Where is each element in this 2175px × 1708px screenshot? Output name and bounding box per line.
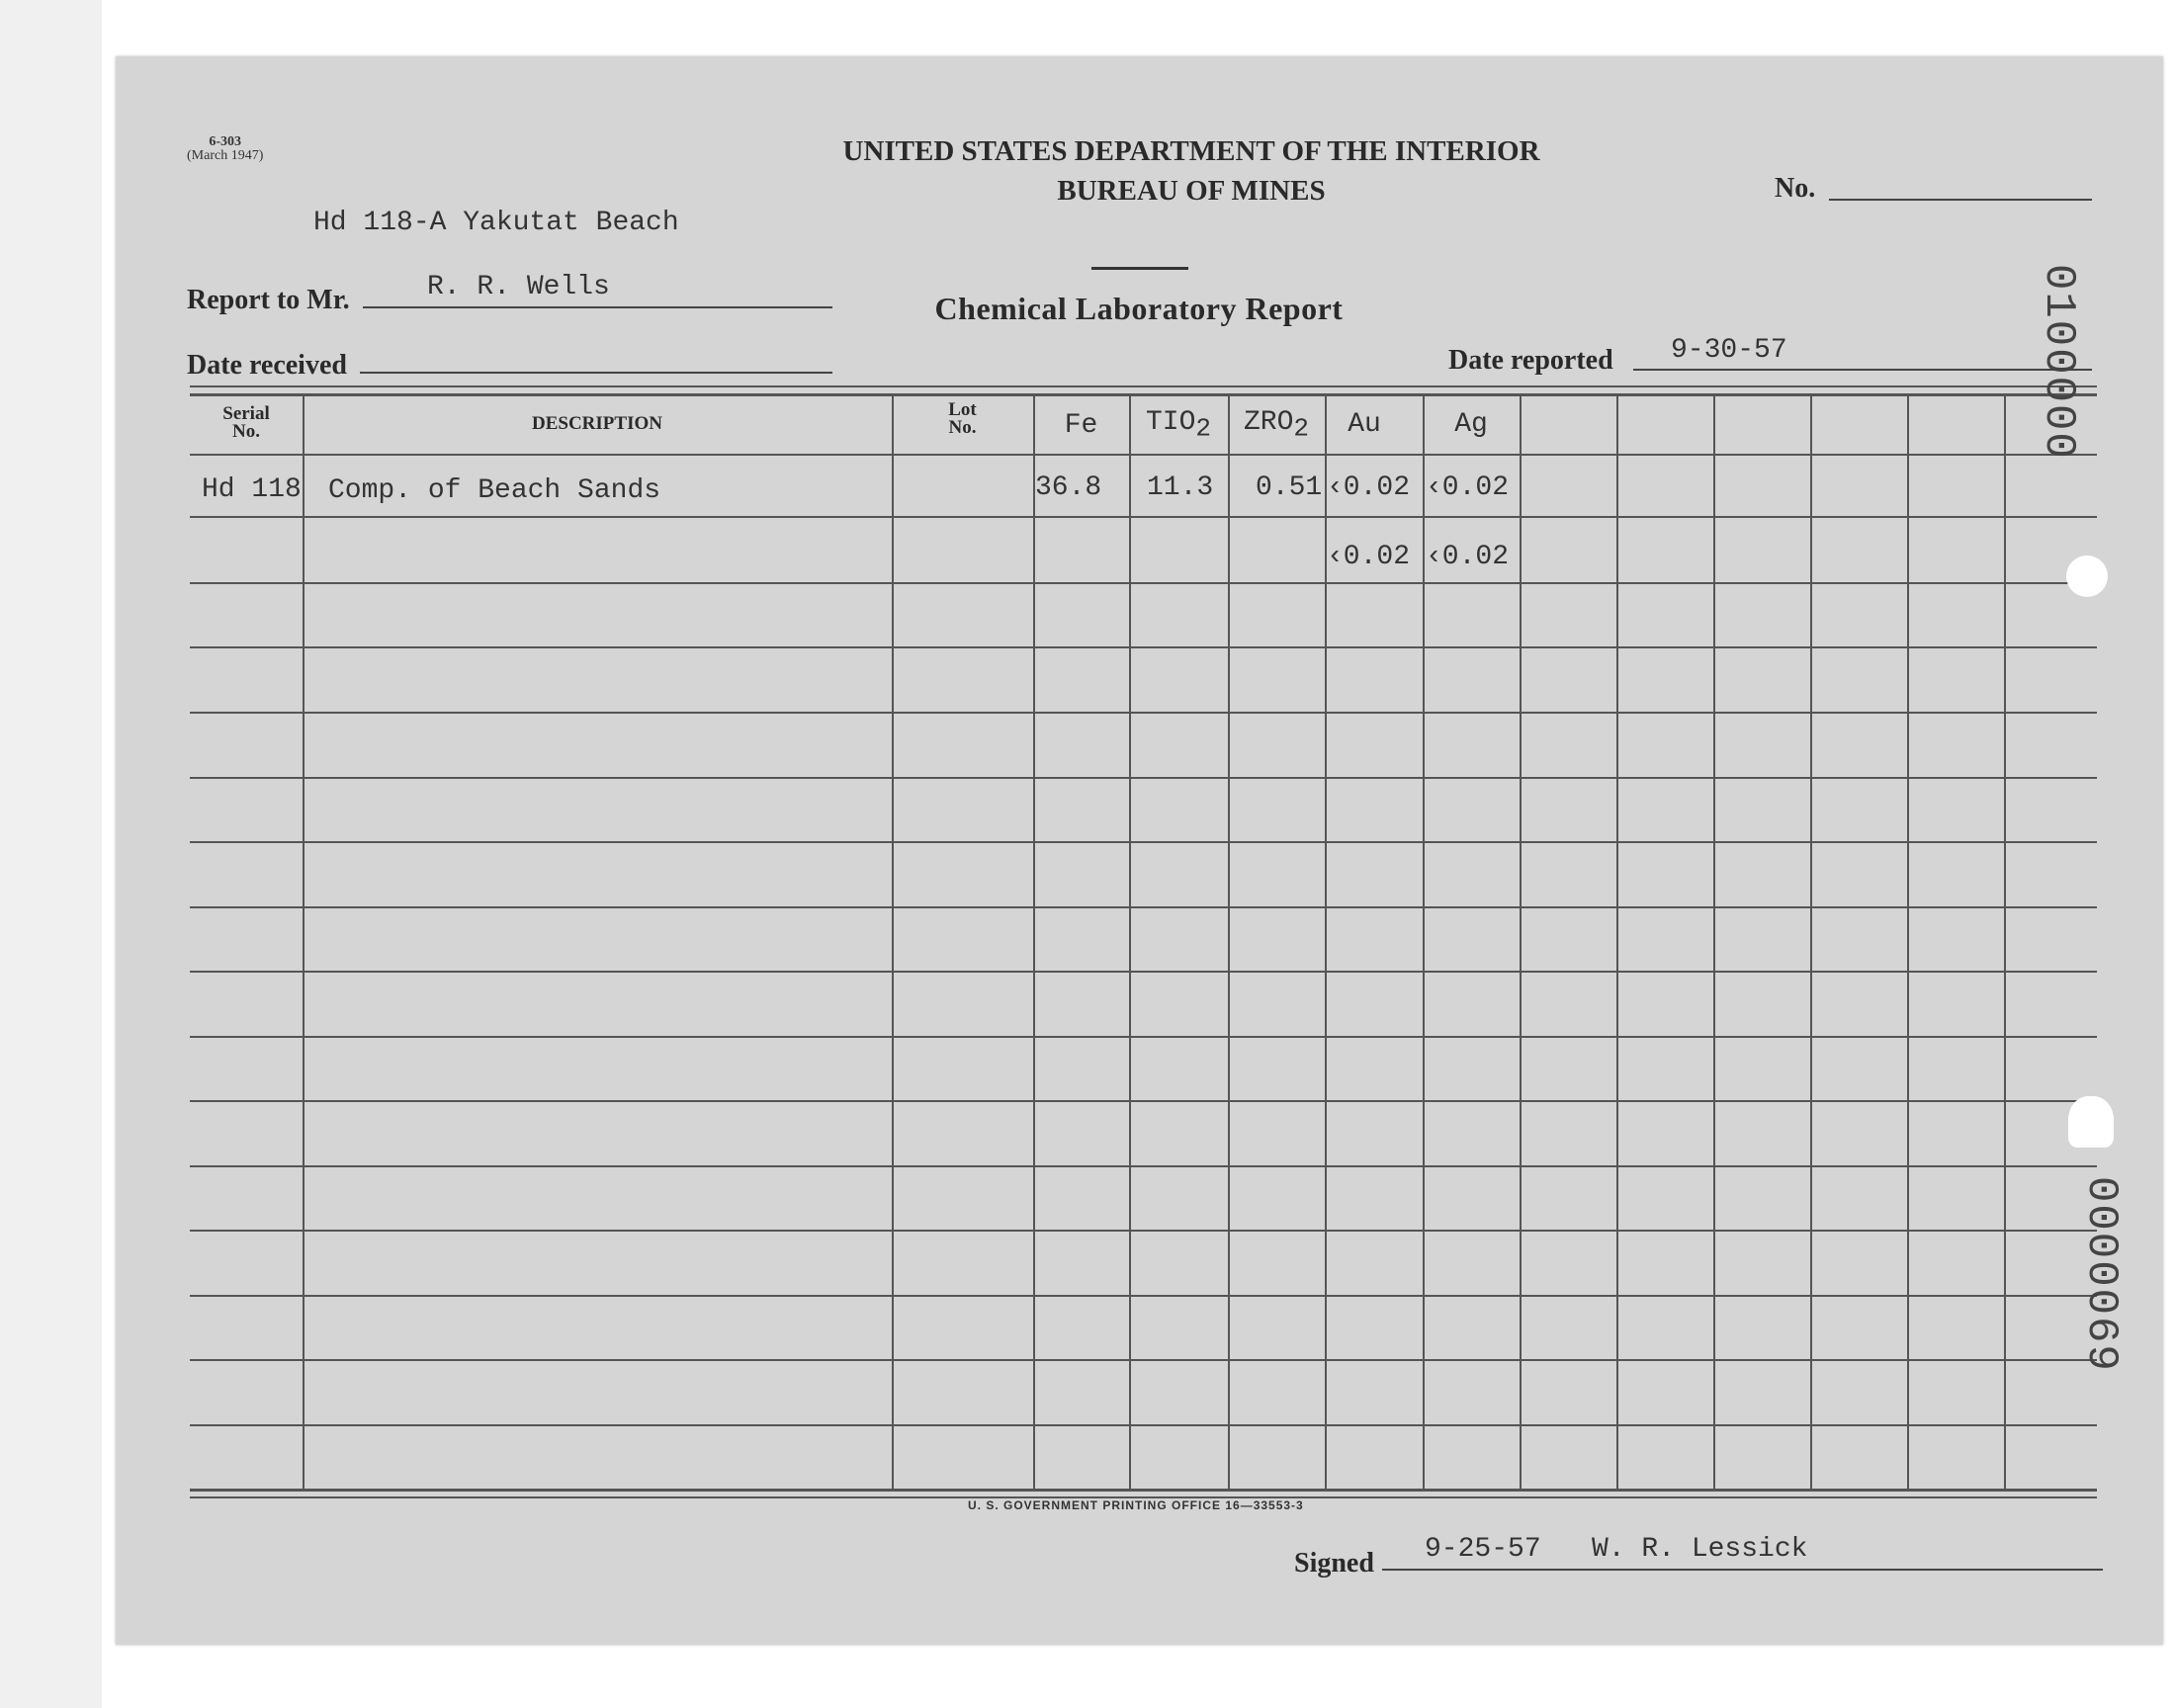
bureau-name: BUREAU OF MINES [1057,175,1326,207]
report-number-line [1829,199,2092,201]
row1-tio2: 11.3 [1147,472,1214,503]
au-header: Au [1348,409,1381,440]
stamp-number-top: 0100000 [2034,264,2083,461]
stamp-number-bottom: 0000069 [2076,1176,2126,1373]
row1-serial: Hd 118 [202,474,302,505]
date-received-line [360,372,832,374]
zro2-header: $ZRO_2$ [1243,407,1310,444]
row1-zro2: 0.51 [1256,472,1323,503]
lot-header: Lot No. [948,399,977,438]
form-code [187,135,263,163]
date-reported-line [1633,369,2092,371]
row1-fe: 36.8 [1035,472,1102,503]
description-header: DESCRIPTION [532,413,662,434]
report-form [116,56,2163,1645]
row1-description: Comp. of Beach Sands [328,475,661,506]
report-to-label: Report to Mr. [187,285,350,315]
date-reported-label: Date reported [1448,345,1613,376]
ag-header: Ag [1454,409,1488,440]
signature-line [1382,1569,2103,1571]
punch-hole-torn [2068,1096,2114,1148]
row1-ag: ‹0.02 [1426,472,1510,503]
report-to-name: R. R. Wells [427,272,610,302]
printer-imprint: U. S. GOVERNMENT PRINTING OFFICE 16—33553-3 [968,1498,1304,1512]
date-reported-value: 9-30-57 [1671,335,1787,366]
title-rule [1091,267,1188,270]
fe-header: Fe [1064,410,1098,441]
row2-ag: ‹0.02 [1426,542,1510,572]
header-note: Hd 118-A Yakutat Beach [313,208,679,238]
row1-au: ‹0.02 [1327,472,1411,503]
serial-header: Serial No. [222,403,270,442]
date-received-label: Date received [187,350,347,381]
report-to-line [363,306,832,308]
department-name: UNITED STATES DEPARTMENT OF THE INTERIOR [842,135,1540,167]
row2-au: ‹0.02 [1327,542,1411,572]
report-title: Chemical Laboratory Report [934,291,1344,326]
report-number-label: No. [1775,173,1816,204]
tio2-header: $TIO_2$ [1145,407,1212,444]
form-date: (March 1947) [187,148,264,163]
punch-hole [2066,555,2108,597]
agency-heading [659,131,1723,211]
signed-by: W. R. Lessick [1592,1534,1808,1565]
signed-label: Signed [1294,1548,1374,1579]
form-number: 6-303 [209,134,242,149]
results-table [190,395,2097,1496]
signed-date: 9-25-57 [1425,1534,1541,1565]
